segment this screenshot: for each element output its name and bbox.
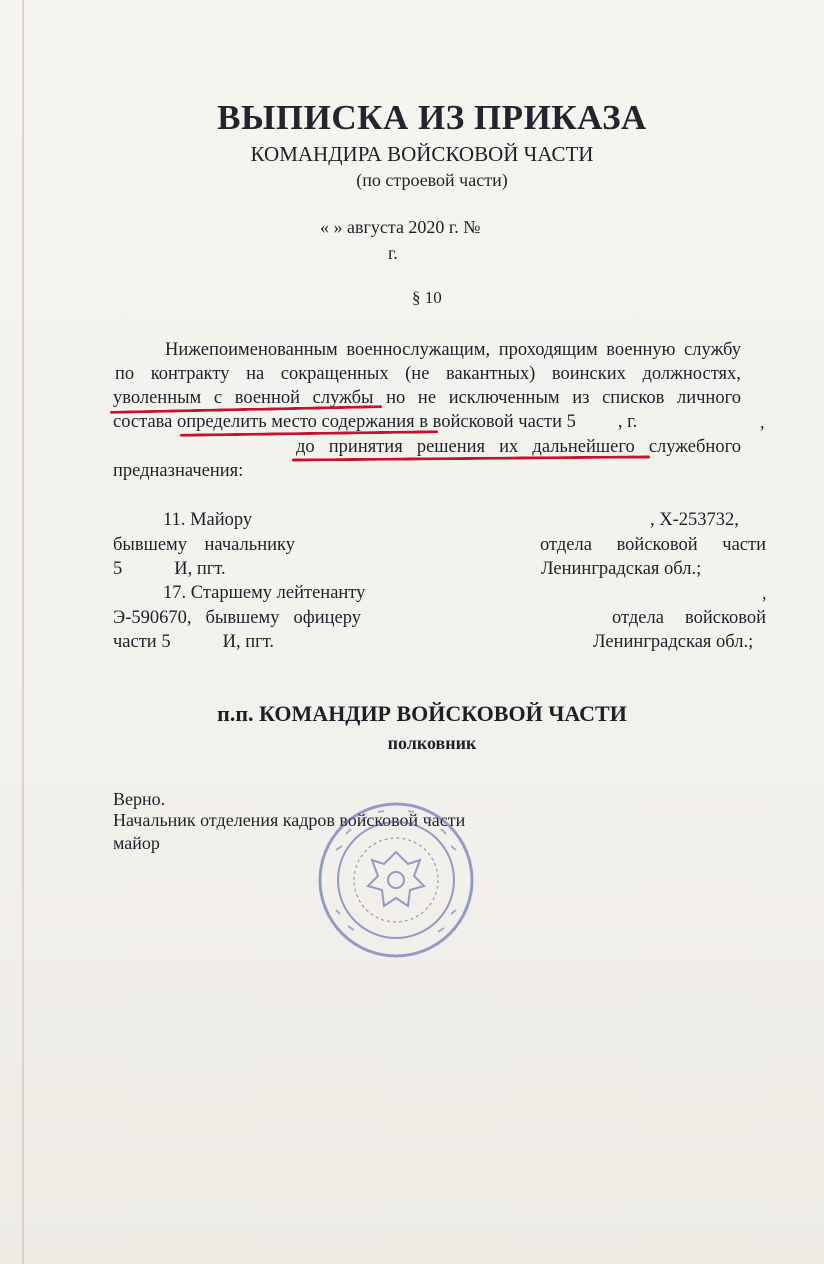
intro-line-4: состава определить место содержания в войсковой части 5 , г. bbox=[113, 412, 638, 432]
date-line: « » августа 2020 г. № bbox=[320, 217, 481, 237]
intro-line-5: до принятия решения их дальнейшего служебного bbox=[296, 437, 741, 457]
item-17-line-3: части 5 И, пгт. bbox=[113, 632, 275, 652]
document-title: ВЫПИСКА ИЗ ПРИКАЗА bbox=[217, 98, 647, 137]
item-17-line-1-end: , bbox=[762, 583, 767, 603]
verified-officer: Начальник отделения кадров войсковой части bbox=[113, 810, 466, 830]
document-note: (по строевой части) bbox=[356, 170, 508, 190]
verified-label: Верно. bbox=[113, 789, 166, 809]
item-17-line-3-end: Ленинградская обл.; bbox=[593, 632, 754, 652]
commander-rank: полковник bbox=[387, 733, 477, 753]
intro-line-1: Нижепоименованным военнослужащим, проходящим военную службу bbox=[165, 340, 741, 360]
verified-rank: майор bbox=[113, 833, 160, 853]
item-11-line-2: бывшему начальнику bbox=[113, 535, 295, 555]
intro-line-4-end: , bbox=[760, 412, 765, 432]
intro-line-6: предназначения: bbox=[113, 461, 244, 481]
item-11-line-1: 11. Майору bbox=[163, 510, 253, 530]
item-17-line-2-end: отдела войсковой bbox=[612, 608, 766, 628]
item-17-line-2: Э-590670, бывшему офицеру bbox=[113, 608, 361, 628]
commander-signature: п.п. КОМАНДИР ВОЙСКОВОЙ ЧАСТИ bbox=[217, 701, 627, 726]
item-17-line-1: 17. Старшему лейтенанту bbox=[163, 583, 366, 603]
intro-line-3: уволенным с военной службы но не исключенным из списков личного bbox=[113, 388, 741, 408]
official-stamp-icon bbox=[316, 800, 476, 960]
section-number: § 10 bbox=[412, 288, 442, 307]
document-subtitle: КОМАНДИРА ВОЙСКОВОЙ ЧАСТИ bbox=[250, 142, 594, 166]
item-11-line-1-end: , Х-253732, bbox=[650, 510, 739, 530]
item-11-line-2-end: отдела войсковой части bbox=[540, 535, 766, 555]
item-11-line-3: 5 И, пгт. bbox=[113, 559, 226, 579]
intro-line-2: по контракту на сокращенных (не вакантных) воинских должностях, bbox=[115, 364, 741, 384]
city-line: г. bbox=[388, 243, 398, 263]
item-11-line-3-end: Ленинградская обл.; bbox=[541, 559, 702, 579]
